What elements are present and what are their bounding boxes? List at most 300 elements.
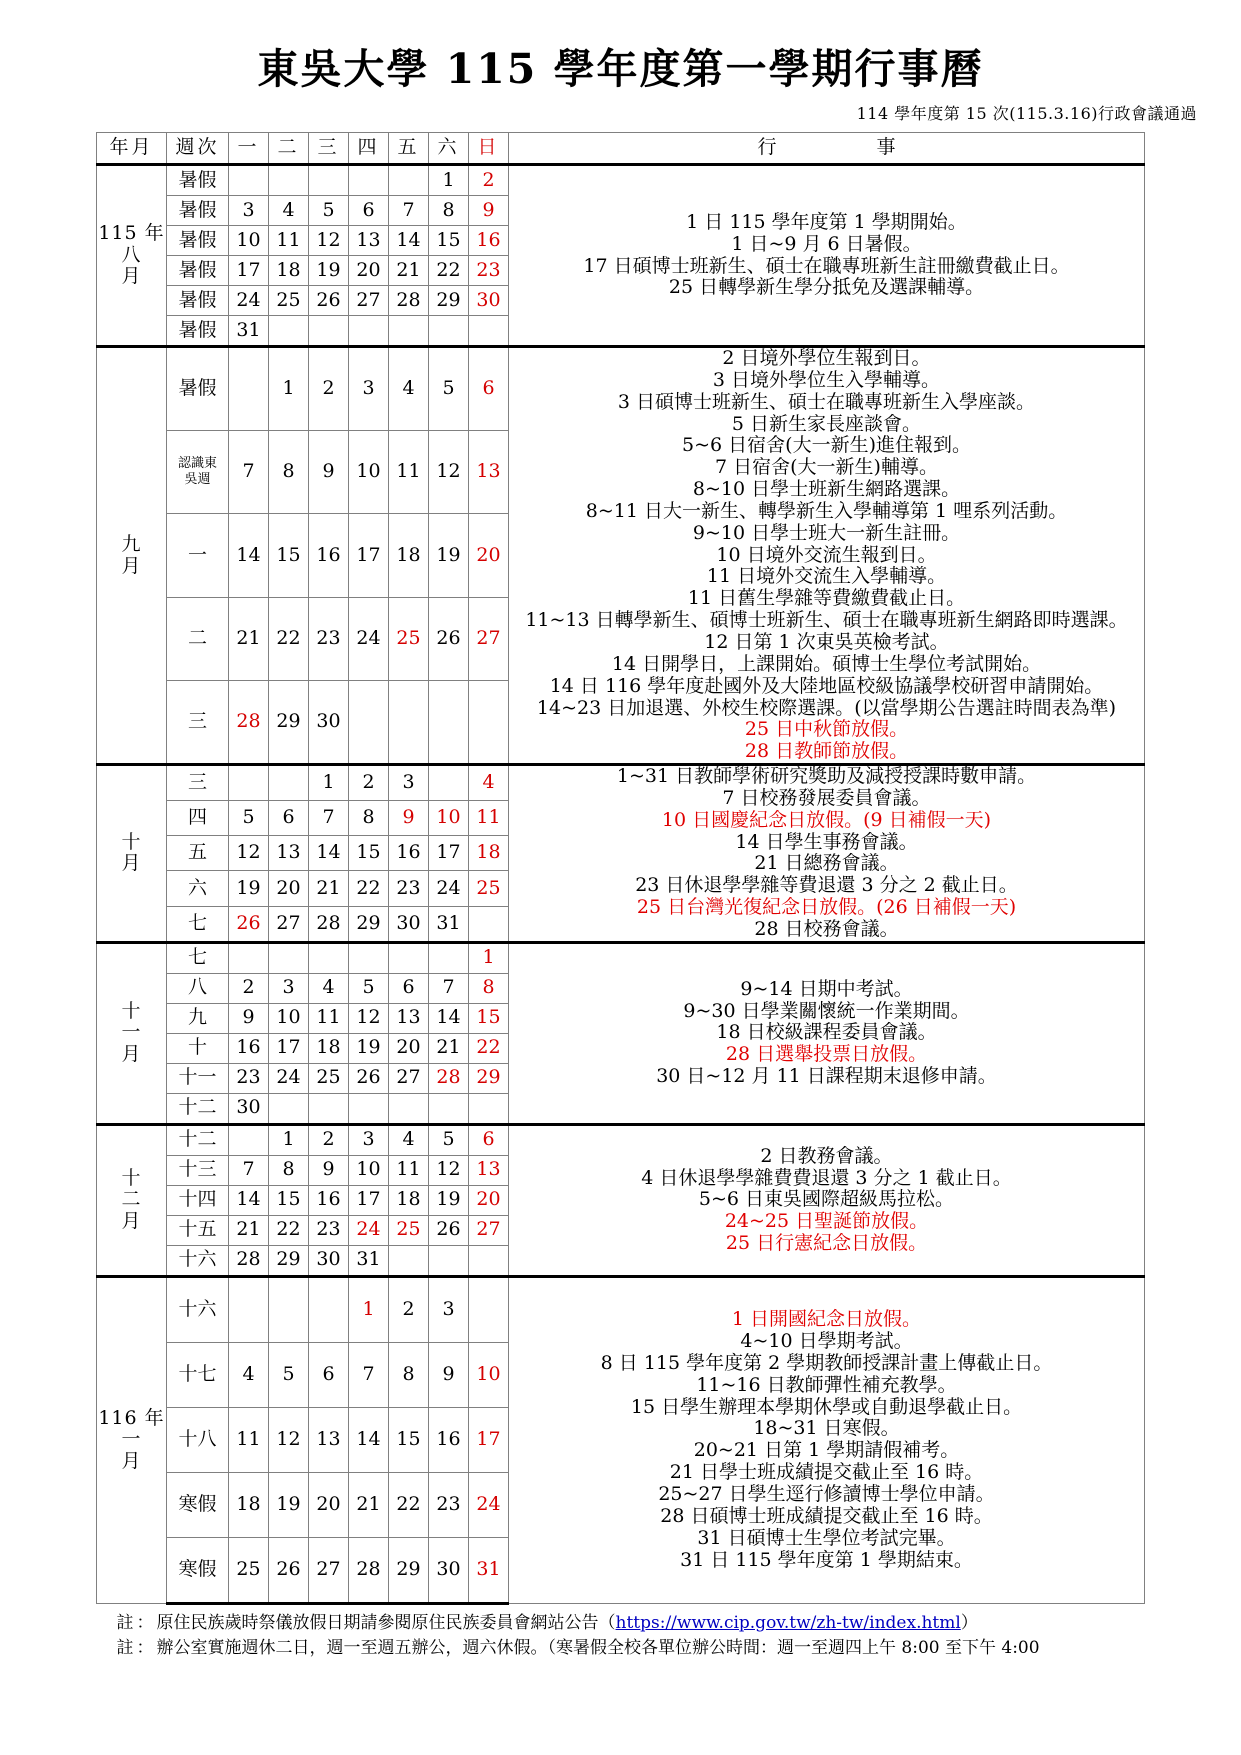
day-cell [229, 1124, 269, 1155]
day-cell: 29 [349, 906, 389, 942]
event-line: 2 日教務會議。 [760, 1144, 893, 1167]
day-cell [349, 680, 389, 764]
day-cell: 9 [309, 431, 349, 514]
week-number-cell: 二 [167, 597, 229, 680]
calendar-week-row [97, 765, 1145, 801]
week-number-cell: 寒假 [167, 1537, 229, 1603]
event-line: 1~31 日教師學術研究獎助及減授授課時數申請。 [616, 765, 1037, 788]
day-cell: 6 [269, 801, 309, 836]
day-cell [429, 1093, 469, 1124]
event-line: 25 日行憲紀念日放假。 [725, 1232, 928, 1255]
month-events-cell [509, 765, 1145, 943]
week-number-cell: 暑假 [167, 196, 229, 226]
header-thu: 四 [349, 133, 389, 165]
day-cell: 1 [269, 347, 309, 431]
day-cell [469, 1276, 509, 1342]
day-cell: 21 [349, 1472, 389, 1537]
day-cell: 18 [229, 1472, 269, 1537]
day-cell [309, 1093, 349, 1124]
day-cell: 21 [309, 871, 349, 906]
week-number-cell: 十八 [167, 1407, 229, 1472]
week-number-cell: 十三 [167, 1155, 229, 1185]
month-label [97, 1124, 167, 1276]
event-line: 5~6 日宿舍(大一新生)進住報到。 [682, 434, 971, 457]
event-line: 9~10 日學士班大一新生註冊。 [692, 521, 961, 544]
week-number-cell: 寒假 [167, 1472, 229, 1537]
day-cell: 16 [229, 1033, 269, 1063]
day-cell: 10 [269, 1003, 309, 1033]
event-line: 25 日中秋節放假。 [744, 718, 909, 741]
day-cell: 5 [309, 196, 349, 226]
day-cell: 28 [229, 680, 269, 764]
day-cell: 16 [309, 514, 349, 597]
event-line: 11~16 日教師彈性補充教學。 [696, 1373, 957, 1396]
event-line: 24~25 日聖誕節放假。 [724, 1210, 929, 1233]
event-line: 25 日台灣光復紀念日放假。(26 日補假一天) [636, 896, 1017, 919]
day-cell: 13 [469, 431, 509, 514]
day-cell: 20 [269, 871, 309, 906]
week-number-cell: 十二 [167, 1093, 229, 1124]
event-line: 28 日碩博士班成績提交截止至 16 時。 [660, 1504, 993, 1527]
table-header-row [97, 133, 1145, 165]
day-cell: 4 [469, 765, 509, 801]
day-cell: 4 [389, 1124, 429, 1155]
event-line: 28 日選舉投票日放假。 [725, 1043, 928, 1066]
day-cell: 11 [389, 1155, 429, 1185]
event-line: 14 日開學日，上課開始。碩博士生學位考試開始。 [611, 652, 1042, 675]
day-cell: 30 [389, 906, 429, 942]
event-line: 8 日 115 學年度第 2 學期教師授課計畫上傳截止日。 [600, 1351, 1053, 1374]
event-line: 31 日碩博士生學位考試完畢。 [697, 1526, 956, 1549]
event-line: 21 日學士班成績提交截止至 16 時。 [669, 1461, 984, 1484]
month-label-line: 116 年 [98, 1406, 165, 1429]
event-line: 10 日國慶紀念日放假。(9 日補假一天) [661, 808, 992, 831]
day-cell: 16 [429, 1407, 469, 1472]
event-line: 1 日 115 學年度第 1 學期開始。 [686, 210, 967, 233]
event-line: 9~30 日學業關懷統一作業期間。 [683, 999, 970, 1022]
month-label-line: 九 [121, 532, 142, 555]
event-line: 11~13 日轉學新生、碩博士班新生、碩士在職專班新生網路即時選課。 [525, 609, 1128, 632]
day-cell: 19 [429, 514, 469, 597]
day-cell [229, 765, 269, 801]
week-number-cell: 四 [167, 801, 229, 836]
day-cell: 20 [389, 1033, 429, 1063]
month-label-line: 一 [121, 1428, 142, 1451]
day-cell: 14 [429, 1003, 469, 1033]
event-line: 1 日開國紀念日放假。 [731, 1308, 922, 1331]
day-cell: 5 [429, 1124, 469, 1155]
day-cell: 19 [349, 1033, 389, 1063]
day-cell: 15 [389, 1407, 429, 1472]
event-line: 7 日宿舍(大一新生)輔導。 [715, 456, 938, 479]
day-cell: 26 [309, 286, 349, 316]
day-cell: 1 [309, 765, 349, 801]
day-cell: 26 [429, 1215, 469, 1245]
day-cell [389, 680, 429, 764]
day-cell: 28 [309, 906, 349, 942]
month-label-line: 一 [121, 1021, 142, 1044]
month-label [97, 1276, 167, 1603]
week-number-cell: 九 [167, 1003, 229, 1033]
day-cell: 31 [349, 1245, 389, 1276]
week-number-cell: 八 [167, 973, 229, 1003]
day-cell: 28 [229, 1245, 269, 1276]
month-label-line: 月 [121, 852, 142, 875]
calendar-week-row [97, 1276, 1145, 1342]
footnote-1 [117, 1611, 1125, 1637]
day-cell: 14 [389, 226, 429, 256]
day-cell: 2 [389, 1276, 429, 1342]
month-label-line: 十 [121, 999, 142, 1022]
day-cell: 25 [309, 1063, 349, 1093]
day-cell: 22 [269, 1215, 309, 1245]
day-cell: 17 [269, 1033, 309, 1063]
day-cell: 29 [429, 286, 469, 316]
event-line: 5~6 日東吳國際超級馬拉松。 [698, 1188, 955, 1211]
week-number-cell: 暑假 [167, 316, 229, 347]
footnote-1-lead: 註： [116, 1612, 157, 1633]
day-cell: 22 [269, 597, 309, 680]
month-events-cell [509, 347, 1145, 765]
event-line: 4~10 日學期考試。 [740, 1330, 913, 1353]
day-cell: 5 [269, 1342, 309, 1407]
day-cell: 24 [269, 1063, 309, 1093]
day-cell: 7 [229, 431, 269, 514]
event-line: 8~11 日大一新生、轉學新生入學輔導第 1 哩系列活動。 [585, 499, 1068, 522]
week-number-cell: 七 [167, 942, 229, 973]
day-cell [309, 165, 349, 196]
event-line: 1 日~9 月 6 日暑假。 [731, 232, 922, 255]
event-line: 17 日碩博士班新生、碩士在職專班新生註冊繳費截止日。 [583, 254, 1070, 277]
day-cell: 18 [269, 256, 309, 286]
event-line: 30 日~12 月 11 日課程期末退修申請。 [656, 1065, 997, 1088]
day-cell: 14 [229, 514, 269, 597]
day-cell: 21 [389, 256, 429, 286]
day-cell: 21 [229, 597, 269, 680]
day-cell: 24 [429, 871, 469, 906]
day-cell: 7 [309, 801, 349, 836]
day-cell [469, 1245, 509, 1276]
week-number-cell: 十六 [167, 1276, 229, 1342]
month-events-cell [509, 165, 1145, 347]
month-label-line: 115 年 [98, 221, 165, 244]
day-cell [349, 316, 389, 347]
event-line: 14 日 116 學年度赴國外及大陸地區校級協議學校研習申請開始。 [549, 674, 1104, 697]
day-cell: 15 [269, 514, 309, 597]
day-cell: 16 [389, 836, 429, 871]
footnotes [117, 1611, 1125, 1662]
event-line: 11 日舊生學雜等費繳費截止日。 [687, 587, 966, 610]
day-cell: 17 [349, 514, 389, 597]
day-cell [429, 316, 469, 347]
day-cell: 12 [309, 226, 349, 256]
month-label-line: 十 [121, 1166, 142, 1189]
day-cell: 20 [469, 1185, 509, 1215]
day-cell: 25 [389, 1215, 429, 1245]
day-cell: 10 [349, 1155, 389, 1185]
page-title: 東吳大學 115 學年度第一學期行事曆 [257, 45, 984, 93]
day-cell: 12 [269, 1407, 309, 1472]
week-number-cell: 暑假 [167, 256, 229, 286]
day-cell: 29 [269, 680, 309, 764]
day-cell [389, 1245, 429, 1276]
day-cell: 10 [469, 1342, 509, 1407]
day-cell: 14 [349, 1407, 389, 1472]
day-cell: 31 [469, 1537, 509, 1603]
day-cell: 20 [469, 514, 509, 597]
day-cell [389, 316, 429, 347]
event-line: 31 日 115 學年度第 1 學期結束。 [680, 1548, 973, 1571]
day-cell: 26 [349, 1063, 389, 1093]
event-line: 4 日休退學學雜費費退還 3 分之 1 截止日。 [641, 1166, 1012, 1189]
day-cell: 15 [469, 1003, 509, 1033]
day-cell: 3 [269, 973, 309, 1003]
month-label [97, 347, 167, 765]
event-line: 21 日總務會議。 [754, 852, 899, 875]
week-number-cell: 十二 [167, 1124, 229, 1155]
day-cell: 8 [269, 1155, 309, 1185]
day-cell: 13 [349, 226, 389, 256]
day-cell [389, 165, 429, 196]
day-cell: 24 [349, 597, 389, 680]
day-cell: 11 [309, 1003, 349, 1033]
header-tue: 二 [269, 133, 309, 165]
day-cell: 3 [349, 1124, 389, 1155]
day-cell: 9 [309, 1155, 349, 1185]
day-cell [469, 680, 509, 764]
day-cell: 15 [429, 226, 469, 256]
month-events-cell [509, 1276, 1145, 1603]
day-cell: 21 [229, 1215, 269, 1245]
day-cell [229, 1276, 269, 1342]
day-cell: 2 [349, 765, 389, 801]
week-number-cell: 暑假 [167, 165, 229, 196]
day-cell: 20 [309, 1472, 349, 1537]
day-cell [389, 942, 429, 973]
day-cell: 12 [429, 1155, 469, 1185]
event-line: 5 日新生家長座談會。 [731, 412, 922, 435]
day-cell [349, 1093, 389, 1124]
event-line: 10 日境外交流生報到日。 [716, 543, 937, 566]
day-cell [269, 1093, 309, 1124]
day-cell: 19 [309, 256, 349, 286]
day-cell: 26 [429, 597, 469, 680]
day-cell: 4 [389, 347, 429, 431]
event-line: 28 日校務會議。 [754, 917, 899, 940]
day-cell [269, 316, 309, 347]
day-cell: 17 [469, 1407, 509, 1472]
week-number-cell: 十五 [167, 1215, 229, 1245]
calendar-body [97, 165, 1145, 1604]
week-number-cell: 十四 [167, 1185, 229, 1215]
day-cell: 29 [269, 1245, 309, 1276]
calendar-week-row [97, 1124, 1145, 1155]
day-cell: 2 [229, 973, 269, 1003]
event-line: 20~21 日第 1 學期請假補考。 [693, 1439, 960, 1462]
month-label [97, 942, 167, 1124]
day-cell: 29 [469, 1063, 509, 1093]
day-cell: 2 [309, 347, 349, 431]
day-cell: 27 [469, 1215, 509, 1245]
cip-website-link[interactable]: https://www.cip.gov.tw/zh-tw/index.html [615, 1612, 961, 1633]
day-cell: 25 [389, 597, 429, 680]
header-week-no: 週次 [167, 133, 229, 165]
footnote-2 [117, 1636, 1125, 1662]
day-cell: 23 [309, 597, 349, 680]
day-cell: 5 [429, 347, 469, 431]
day-cell: 31 [429, 906, 469, 942]
month-label-line: 月 [121, 1210, 142, 1233]
day-cell: 9 [229, 1003, 269, 1033]
day-cell: 3 [349, 347, 389, 431]
event-line: 12 日第 1 次東吳英檢考試。 [704, 630, 949, 653]
day-cell: 9 [469, 196, 509, 226]
day-cell: 23 [309, 1215, 349, 1245]
day-cell: 27 [269, 906, 309, 942]
month-label-line: 八 [121, 243, 142, 266]
calendar-week-row [97, 347, 1145, 431]
day-cell: 11 [389, 431, 429, 514]
day-cell: 26 [229, 906, 269, 942]
day-cell: 15 [349, 836, 389, 871]
day-cell: 30 [429, 1537, 469, 1603]
day-cell: 6 [309, 1342, 349, 1407]
day-cell: 26 [269, 1537, 309, 1603]
day-cell: 19 [429, 1185, 469, 1215]
day-cell: 4 [309, 973, 349, 1003]
week-number-cell: 七 [167, 906, 229, 942]
event-line: 11 日境外交流生入學輔導。 [706, 565, 947, 588]
day-cell: 24 [229, 286, 269, 316]
week-number-cell: 十六 [167, 1245, 229, 1276]
day-cell: 3 [429, 1276, 469, 1342]
day-cell: 30 [469, 286, 509, 316]
day-cell: 13 [269, 836, 309, 871]
day-cell: 23 [429, 1472, 469, 1537]
day-cell [469, 906, 509, 942]
day-cell: 16 [309, 1185, 349, 1215]
day-cell: 18 [469, 836, 509, 871]
day-cell [309, 942, 349, 973]
header-fri: 五 [389, 133, 429, 165]
day-cell: 6 [389, 973, 429, 1003]
day-cell: 21 [429, 1033, 469, 1063]
event-line: 18 日校級課程委員會議。 [716, 1021, 937, 1044]
day-cell: 5 [349, 973, 389, 1003]
day-cell: 8 [429, 196, 469, 226]
day-cell [469, 316, 509, 347]
day-cell: 24 [349, 1215, 389, 1245]
day-cell: 3 [229, 196, 269, 226]
week-number-cell: 十 [167, 1033, 229, 1063]
day-cell: 13 [389, 1003, 429, 1033]
day-cell: 22 [429, 256, 469, 286]
header-events: 行 事 [509, 133, 1145, 165]
day-cell: 10 [229, 226, 269, 256]
day-cell: 19 [229, 871, 269, 906]
day-cell: 1 [429, 165, 469, 196]
event-line: 2 日境外學位生報到日。 [722, 347, 931, 369]
calendar-week-row [97, 165, 1145, 196]
month-label-line: 月 [121, 1450, 142, 1473]
day-cell: 8 [269, 431, 309, 514]
event-line: 8~10 日學士班新生網路選課。 [692, 478, 961, 501]
month-label-line: 月 [121, 1043, 142, 1066]
day-cell [269, 765, 309, 801]
day-cell: 19 [269, 1472, 309, 1537]
event-line: 3 日境外學位生入學輔導。 [712, 368, 941, 391]
day-cell: 6 [469, 1124, 509, 1155]
month-label-line: 二 [121, 1188, 142, 1211]
week-number-cell: 十七 [167, 1342, 229, 1407]
day-cell: 28 [389, 286, 429, 316]
day-cell: 24 [469, 1472, 509, 1537]
event-line: 7 日校務發展委員會議。 [722, 786, 931, 809]
header-sun: 日 [469, 133, 509, 165]
footnote-2-text: 辦公室實施週休二日，週一至週五辦公，週六休假。（寒暑假全校各單位辦公時間：週一至週四上午 8:00 至下午 4:00 [156, 1638, 1040, 1659]
day-cell: 10 [349, 431, 389, 514]
day-cell: 10 [429, 801, 469, 836]
month-label [97, 765, 167, 943]
week-number-cell: 暑假 [167, 226, 229, 256]
day-cell: 8 [389, 1342, 429, 1407]
day-cell: 17 [229, 256, 269, 286]
day-cell: 7 [429, 973, 469, 1003]
day-cell: 18 [389, 1185, 429, 1215]
day-cell: 30 [229, 1093, 269, 1124]
day-cell: 5 [229, 801, 269, 836]
day-cell: 8 [469, 973, 509, 1003]
day-cell: 12 [229, 836, 269, 871]
day-cell: 14 [229, 1185, 269, 1215]
day-cell: 9 [429, 1342, 469, 1407]
day-cell: 3 [389, 765, 429, 801]
day-cell: 4 [229, 1342, 269, 1407]
day-cell: 27 [389, 1063, 429, 1093]
day-cell: 27 [349, 286, 389, 316]
day-cell: 9 [389, 801, 429, 836]
day-cell: 7 [349, 1342, 389, 1407]
event-line: 18~31 日寒假。 [753, 1417, 900, 1440]
day-cell [349, 942, 389, 973]
footnote-1-text: 原住民族歲時祭儀放假日期請參閱原住民族委員會網站公告（ [156, 1612, 616, 1633]
day-cell [349, 165, 389, 196]
day-cell: 12 [429, 431, 469, 514]
day-cell: 11 [469, 801, 509, 836]
month-label-line: 月 [121, 554, 142, 577]
week-number-cell: 五 [167, 836, 229, 871]
month-events-cell [509, 1124, 1145, 1276]
day-cell [469, 1093, 509, 1124]
day-cell: 23 [469, 256, 509, 286]
day-cell [429, 942, 469, 973]
day-cell: 8 [349, 801, 389, 836]
event-line: 15 日學生辦理本學期休學或自動退學截止日。 [630, 1395, 1023, 1418]
day-cell: 27 [309, 1537, 349, 1603]
month-label [97, 165, 167, 347]
footnote-2-lead: 註： [116, 1638, 157, 1659]
day-cell [309, 316, 349, 347]
day-cell: 11 [269, 226, 309, 256]
day-cell: 2 [469, 165, 509, 196]
day-cell: 6 [469, 347, 509, 431]
day-cell: 4 [269, 196, 309, 226]
event-line: 9~14 日期中考試。 [740, 977, 913, 1000]
week-number-cell: 認識東 吳週 [167, 431, 229, 514]
day-cell: 1 [349, 1276, 389, 1342]
day-cell: 17 [429, 836, 469, 871]
day-cell: 1 [469, 942, 509, 973]
